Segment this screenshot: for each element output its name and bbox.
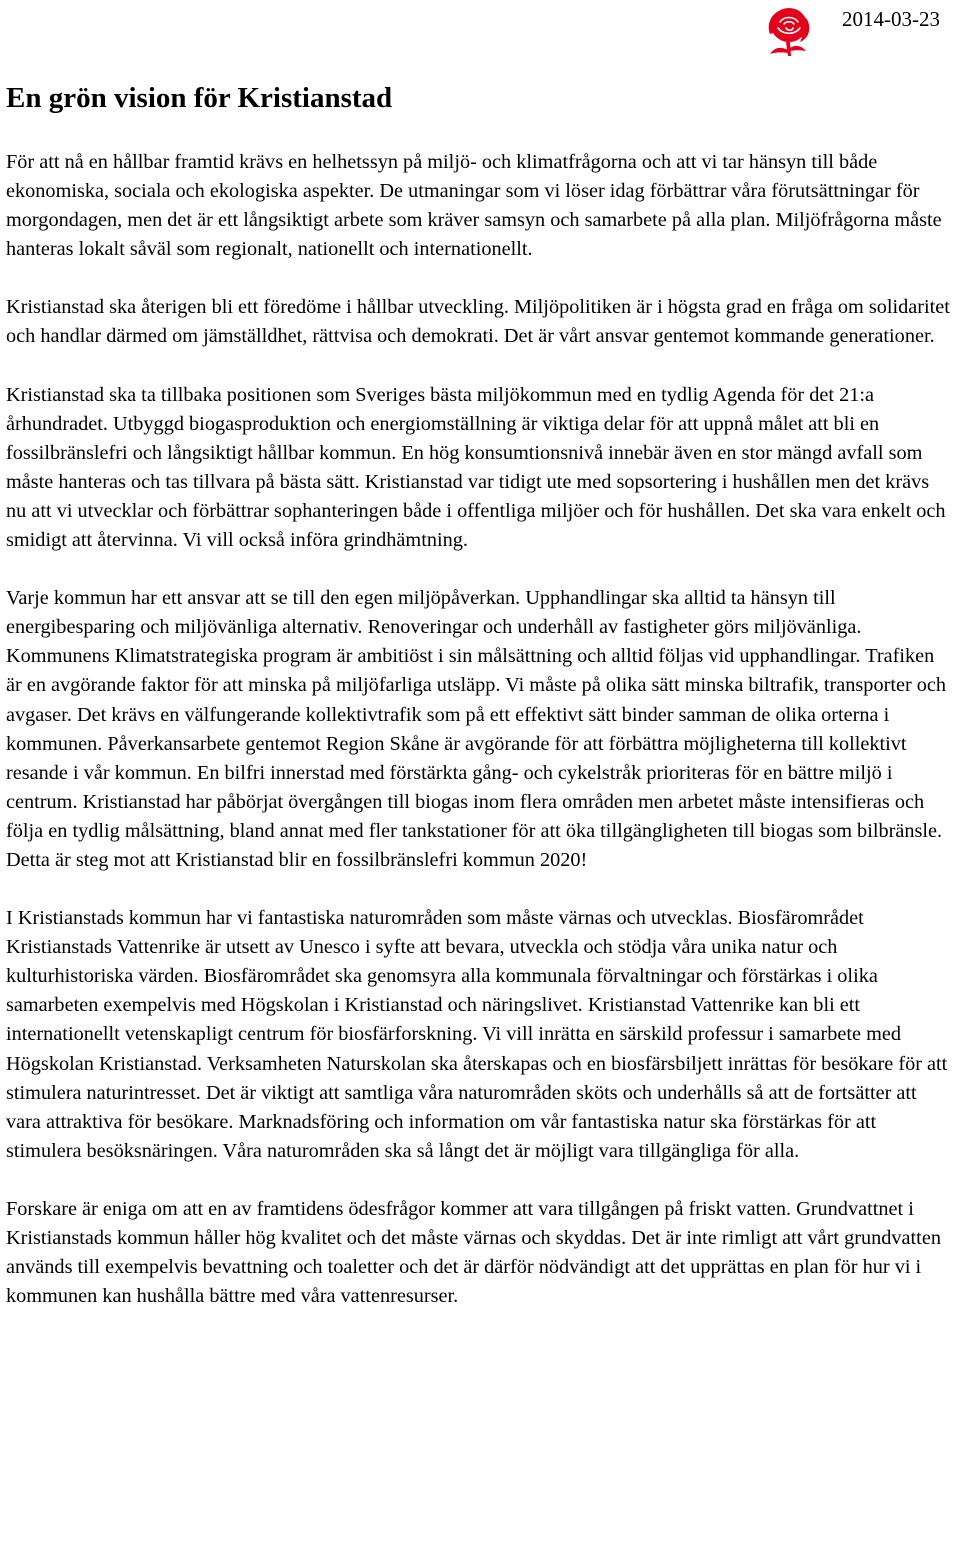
paragraph-1: För att nå en hållbar framtid krävs en helhetssyn på miljö- och klimatfrågorna och att vi tar hänsyn till både ekonomiska, sociala och ekologiska aspekter. De utmaningar som vi löser idag förbättrar våra förutsättningar för morgondagen, men det är ett långsiktigt arbete som kräver samsyn och samarbete på alla plan. Miljöfrågorna måste hanteras lokalt såväl som regionalt, nationellt och internationellt. <box>6 151 942 261</box>
document-body <box>6 148 954 1340</box>
paragraph-5: I Kristianstads kommun har vi fantastiska naturområden som måste värnas och utvecklas. Biosfärområdet Kristianstads Vattenrike är utsett av Unesco i syfte att bevara, utveckla och stödja våra unika natur och kulturhistoriska värden. Biosfärområdet ska genomsyra alla kommunala förvaltningar och förstärkas i olika samarbeten exempelvis med Högskolan i Kristianstad och näringslivet. Kristianstad Vattenrike kan bli ett internationellt vetenskapligt centrum för biosfärforskning. Vi vill inrätta en särskild professur i samarbete med Högskolan Kristianstad. Verksamheten Naturskolan ska återskapas och en biosfärsbiljett inrättas för besökare för att stimulera naturintresset. Det är viktigt att samtliga våra naturområden sköts och underhålls så att de fortsätter att vara attraktiva för besökare. Marknadsföring och information om vår fantastiska natur ska förstärkas för att stimulera besöksnäringen. Våra naturområden ska så långt det är möjligt vara tillgängliga för alla. <box>6 907 948 1162</box>
document-date: 2014-03-23 <box>842 7 940 31</box>
paragraph-4: Varje kommun har ett ansvar att se till den egen miljöpåverkan. Upphandlingar ska alltid ta hänsyn till energibesparing och miljövänliga alternativ. Renoveringar och underhåll av fastigheter görs miljövänliga. Kommunens Klimatstrategiska program är ambitiöst i sin målsättning och alltid följas vid upphandlingar. Trafiken är en avgörande faktor för att minska på miljöfarliga utsläpp. Vi måste på olika sätt minska biltrafik, transporter och avgaser. Det krävs en välfungerande kollektivtrafik som på ett effektivt sätt binder samman de olika orterna i kommunen. Påverkansarbete gentemot Region Skåne är avgörande för att förbättra möjligheterna till kollektivt resande i vår kommun. En bilfri innerstad med förstärkta gång- och cykelstråk prioriteras för en bättre miljö i centrum. Kristianstad har påbörjat övergången till biogas inom flera områden men arbetet måste intensifieras och följa en tydlig målsättning, bland annat med fler tankstationer för att öka tillgängligheten till biogas som bilbränsle. Detta är steg mot att Kristianstad blir en fossilbränslefri kommun 2020! <box>6 587 947 871</box>
paragraph-3: Kristianstad ska ta tillbaka positionen som Sveriges bästa miljökommun med en tydlig Agenda för det 21:a århundradet. Utbyggd biogasproduktion och energiomställning är viktiga delar för att uppnå målet att bli en fossilbränslefri och långsiktigt hållbar kommun. En hög konsumtionsnivå innebär även en stor mängd avfall som måste hanteras och tas tillvara på bästa sätt. Kristianstad var tidigt ute med sopsortering i hushållen men det krävs nu att vi utvecklar och förbättrar sophanteringen både i offentliga miljöer och för hushållen. Det ska vara enkelt och smidigt att återvinna. Vi vill också införa grindhämtning. <box>6 383 946 552</box>
red-rose-logo-icon <box>762 4 814 58</box>
document-title: En grön vision för Kristianstad <box>6 82 393 114</box>
paragraph-6: Forskare är eniga om att en av framtidens ödesfrågor kommer att vara tillgången på friskt vatten. Grundvattnet i Kristianstads kommun håller hög kvalitet och det måste värnas och skyddas. Det är inte rimligt att vårt grundvatten används till exempelvis bevattning och toaletter och det är därför nödvändigt att det upprättas en plan för hur vi i kommunen kan hushålla bättre med våra vattenresurser. <box>6 1197 941 1308</box>
paragraph-2: Kristianstad ska återigen bli ett föredöme i hållbar utveckling. Miljöpolitiken är i högsta grad en fråga om solidaritet och handlar därmed om jämställdhet, rättvisa och demokrati. Det är vårt ansvar gentemot kommande generationer. <box>6 296 950 348</box>
